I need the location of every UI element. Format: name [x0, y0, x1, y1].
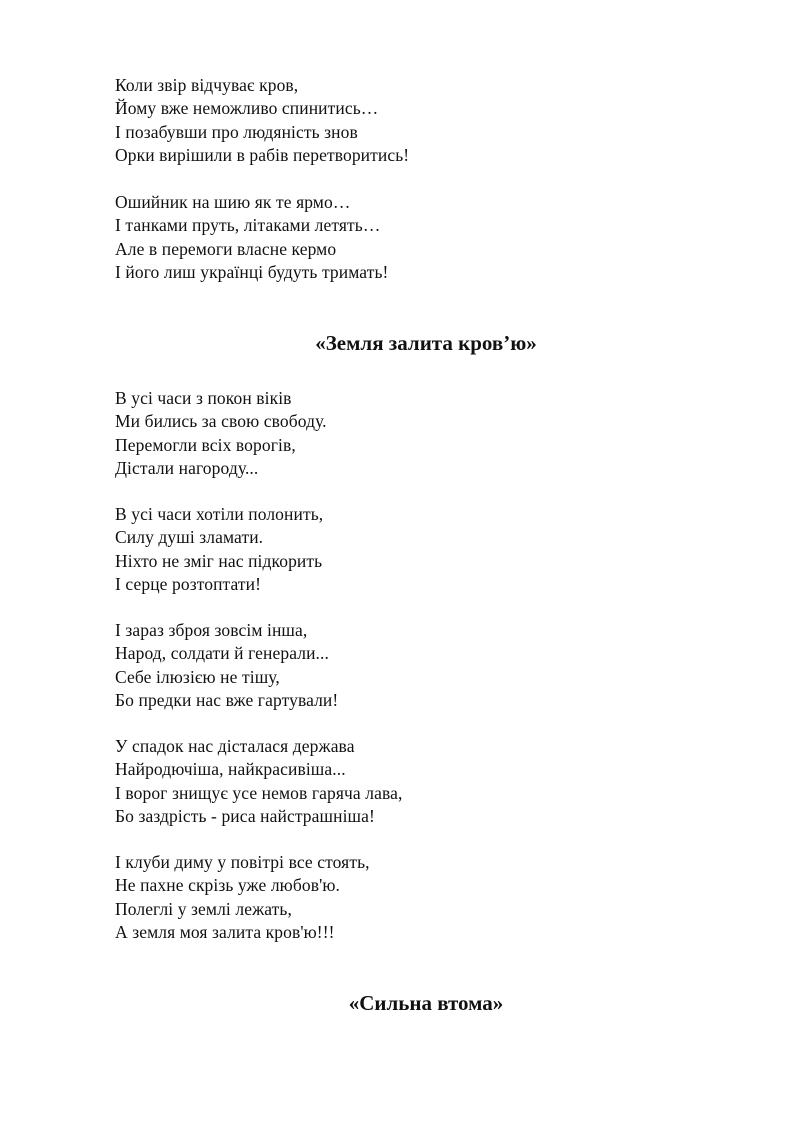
- poem-line: Йому вже неможливо спинитись…: [115, 98, 379, 119]
- poem2-stanza-4: [115, 735, 402, 828]
- poem2-stanza-1: [115, 387, 327, 480]
- poem-line: Не пахне скрізь уже любов'ю.: [115, 875, 340, 896]
- poem-line: Себе ілюзією не тішу,: [115, 666, 280, 687]
- poem-line: Найродючіша, найкрасивіша...: [115, 759, 346, 780]
- poem2-stanza-5: [115, 851, 370, 944]
- poem-line: І клуби диму у повітрі все стоять,: [115, 852, 370, 872]
- poem1-stanza-2: [115, 191, 388, 284]
- poem-line: Дістали нагороду...: [115, 457, 259, 478]
- poem-line: Народ, солдати й генерали...: [115, 643, 329, 664]
- poem-line: Полеглі у землі лежать,: [115, 898, 292, 919]
- poem-line: Але в перемоги власне кермо: [115, 238, 337, 259]
- poem2-stanza-2: [115, 503, 323, 596]
- poem-line: І його лиш українці будуть тримать!: [115, 261, 389, 282]
- poem2-title: «Земля залита кров’ю»: [315, 331, 537, 355]
- poem-line: Ошийник на шию як те ярмо…: [115, 192, 351, 212]
- poem2-stanza-3: [115, 619, 338, 712]
- poem-line: Орки вирішили в рабів перетворитись!: [115, 144, 410, 165]
- poem-line: Бо заздрість - риса найстрашніша!: [115, 805, 375, 826]
- poem1-stanza-1: [115, 74, 409, 167]
- poem-line: В усі часи з покон віків: [115, 388, 292, 408]
- poem-line: А земля моя залита кров'ю!!!: [115, 921, 335, 942]
- poem-line: І танками пруть, літаками летять…: [115, 215, 381, 236]
- poem-line: Бо предки нас вже гартували!: [115, 689, 339, 710]
- poem-line: Ми бились за свою свободу.: [115, 411, 327, 432]
- poem3-title: «Сильна втома»: [348, 991, 504, 1015]
- poem-line: І позабувши про людяність знов: [115, 121, 358, 142]
- poem-line: І ворог знищує усе немов гаряча лава,: [115, 782, 403, 803]
- poem-line: Перемогли всіх ворогів,: [115, 434, 296, 455]
- poem-line: У спадок нас дісталася держава: [115, 736, 355, 756]
- poem-line: Коли звір відчуває кров,: [115, 75, 299, 95]
- poem-line: Ніхто не зміг нас підкорить: [115, 550, 323, 571]
- poem-line: Силу душі зламати.: [115, 527, 264, 548]
- poem-line: І серце розтоптати!: [115, 573, 262, 594]
- poem-line: І зараз зброя зовсім інша,: [115, 620, 308, 640]
- poem-line: В усі часи хотіли полонить,: [115, 504, 324, 524]
